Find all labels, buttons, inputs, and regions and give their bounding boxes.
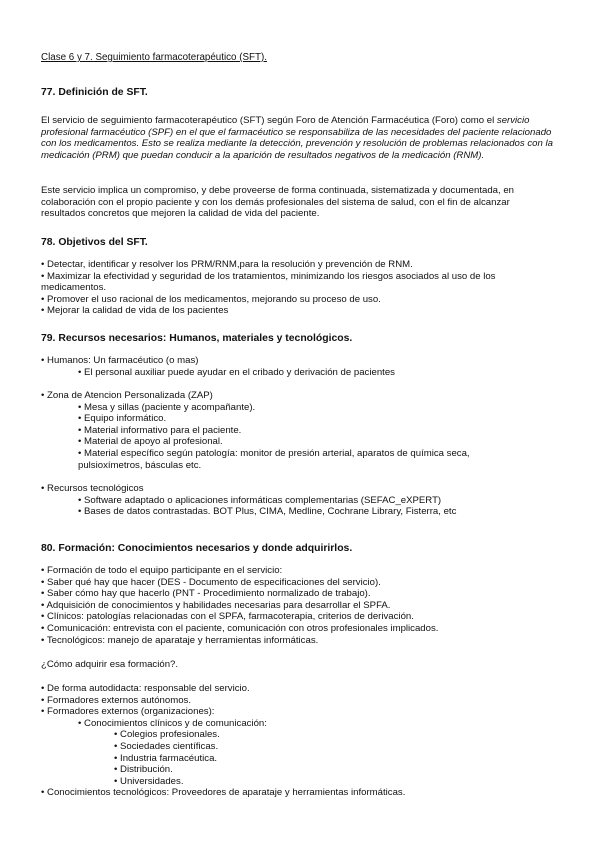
list-item: • Equipo informático.	[78, 413, 167, 425]
list-item: • Material de apoyo al profesional.	[78, 436, 223, 448]
section-79-zap	[41, 390, 556, 471]
list-item: • Formadores externos (organizaciones):	[41, 706, 215, 718]
section-80-heading: 80. Formación: Conocimientos necesarios y donde adquirirlos.	[41, 543, 353, 554]
list-item: • Zona de Atencion Personalizada (ZAP)	[41, 390, 213, 401]
list-item: • Formadores externos autónomos.	[41, 694, 192, 706]
list-item: • Tecnológicos: manejo de aparataje y herramientas informáticas.	[41, 634, 319, 646]
list-item: • Saber cómo hay que hacerlo (PNT - Procedimiento normalizado de trabajo).	[41, 588, 371, 600]
list-item: • Industria farmacéutica.	[114, 752, 218, 764]
list-item: • Software adaptado o aplicaciones informáticas complementarias (SEFAC_eXPERT)	[78, 494, 442, 506]
section-79-tecnologicos	[41, 483, 556, 518]
section-77-paragraph-1-normal: El servicio de seguimiento farmacoterapéutico (SFT) según Foro de Atención Farmacéutica (Foro) como el	[41, 115, 497, 126]
list-item: • Bases de datos contrastadas. BOT Plus, CIMA, Medline, Cochrane Library, Fisterra, etc	[78, 506, 457, 518]
list-item: • Comunicación: entrevista con el paciente, comunicación con otros profesionales implicados.	[41, 622, 439, 634]
list-item: • Recursos tecnológicos	[41, 483, 144, 494]
section-78-heading: 78. Objetivos del SFT.	[41, 237, 148, 248]
list-item: • Clínicos: patologías relacionadas con el SPFA, farmacoterapia, criterios de derivación.	[41, 611, 414, 623]
list-item: • Maximizar la efectividad y seguridad de los tratamientos, minimizando los riesgos asociados al uso de los medicamentos.	[41, 270, 496, 294]
list-item: • Sociedades científicas.	[114, 740, 219, 752]
section-77-heading: 77. Definición de SFT.	[41, 87, 148, 98]
list-item: • Detectar, identificar y resolver los PRM/RNM,para la resolución y prevención de RNM.	[41, 259, 413, 270]
list-item: • Distribución.	[114, 764, 173, 776]
list-item: • Adquisición de conocimientos y habilidades necesarias para desarrollar el SPFA.	[41, 599, 391, 611]
list-item: • Colegios profesionales.	[114, 729, 220, 741]
section-79-heading: 79. Recursos necesarios: Humanos, materiales y tecnológicos.	[41, 333, 353, 344]
list-item: • Universidades.	[114, 775, 184, 787]
list-item: • Saber qué hay que hacer (DES - Documento de especificaciones del servicio).	[41, 576, 381, 588]
list-item: • Formación de todo el equipo participante en el servicio:	[41, 565, 283, 576]
list-item: • Conocimientos tecnológicos: Proveedores de aparataje y herramientas informáticas.	[41, 787, 406, 799]
section-80-sources-list	[41, 683, 556, 799]
list-item: • Humanos: Un farmacéutico (o mas)	[41, 355, 199, 366]
list-item: • Mejorar la calidad de vida de los pacientes	[41, 305, 229, 317]
list-item: • Mesa y sillas (paciente y acompañante).	[78, 401, 256, 413]
document-title: Clase 6 y 7. Seguimiento farmacoterapéutico (SFT).	[41, 52, 267, 63]
section-77-paragraph-2: Este servicio implica un compromiso, y debe proveerse de forma continuada, sistematizada y documentada, en colaboración con el propio paciente y con los demás profesionales del sistema de salud, con el fin de alcanzar resultados concretos que mejoren la calidad de vida del paciente.	[41, 185, 514, 220]
section-78-list	[41, 259, 556, 317]
list-item: • Promover el uso racional de los medicamentos, mejorando su proceso de uso.	[41, 293, 381, 305]
list-item: • De forma autodidacta: responsable del servicio.	[41, 683, 250, 694]
section-80-question: ¿Cómo adquirir esa formación?.	[41, 659, 179, 670]
list-item: • El personal auxiliar puede ayudar en el cribado y derivación de pacientes	[78, 366, 395, 378]
section-80-list	[41, 565, 556, 646]
section-77-paragraph-1	[41, 115, 556, 161]
list-item: • Material específico según patología: monitor de presión arterial, aparatos de química seca, pulsioxímetros, básculas etc.	[78, 447, 470, 471]
list-item: • Conocimientos clínicos y de comunicación:	[78, 717, 267, 729]
section-79-humanos	[41, 355, 556, 378]
list-item: • Material informativo para el paciente.	[78, 424, 242, 436]
section-77-paragraph-1-italic: servicio profesional farmacéutico (SPF) en el que el farmacéutico se responsabiliza de las necesidades del paciente relacionado con los medicamentos. Esto se realiza mediante la detección, prevención y resolución de problemas relacionados con la medicación (PRM) que puedan conducir a la aparición de resultados negativos de la medicación (RNM).	[41, 115, 553, 161]
